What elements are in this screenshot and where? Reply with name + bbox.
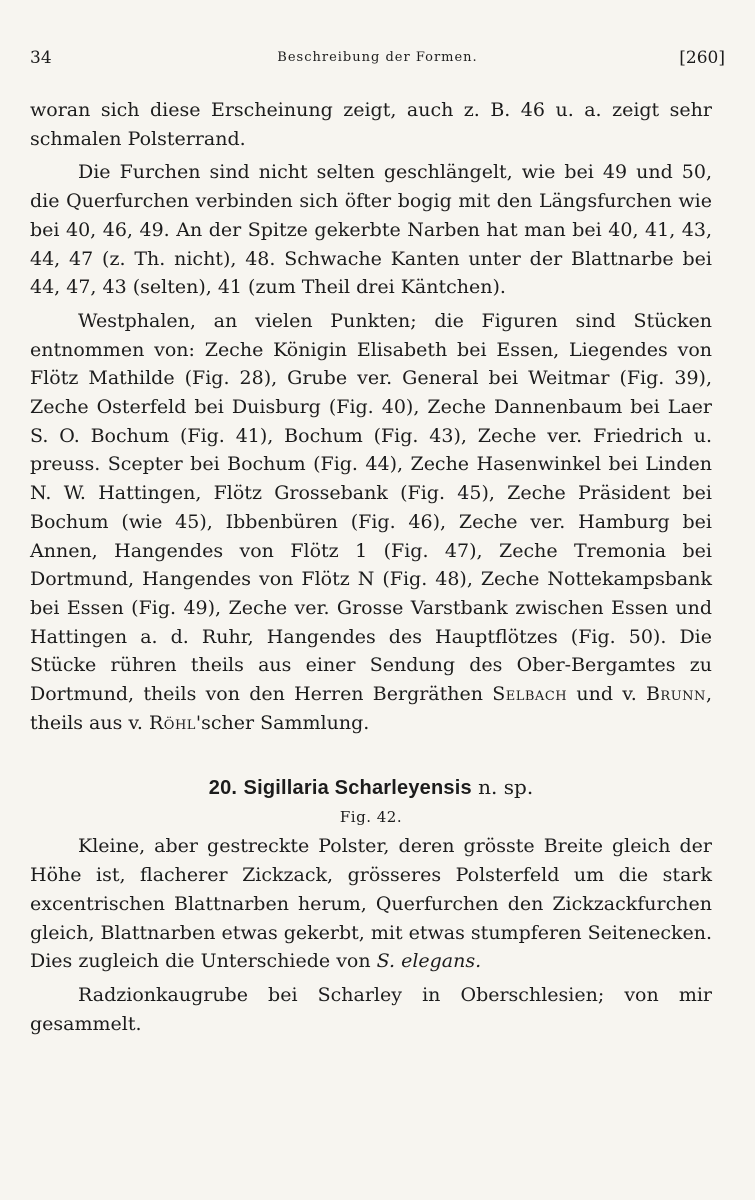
paragraph-3-text-a: Westphalen, an vielen Punkten; die Figuren sind Stücken entnommen von: Zeche Königin Elisabeth bei Essen, Liegendes von Flötz Mathilde (Fig. 28), Grube ver. General bei Weitmar (Fig. 39), Zeche Osterfeld bei Duisburg (Fig. 40), Zeche Dannenbaum bei Laer S. O. Bochum (Fig. 41), Bochum (Fig. 43), Zeche ver. Friedrich u. preuss. Scepter bei Bochum (Fig. 44), Zeche Hasenwinkel bei Linden N. W. Hattingen, Flötz Grossebank (Fig. 45), Zeche Präsident bei Bochum (wie 45), Ibbenbüren (Fig. 46), Zeche ver. Hamburg bei Annen, Hangendes von Flötz 1 (Fig. 47), Zeche Tremonia bei Dortmund, Hangendes von Flötz N (Fig. 48), Zeche Nottekampsbank bei Essen (Fig. 49), Zeche ver. Grosse Varstbank zwischen Essen und Hattingen a. d. Ruhr, Hangendes des Hauptflötzes (Fig. 50). Die Stücke rühren theils aus einer Sendung des Ober-Bergamtes zu Dortmund, theils von den Herren Bergräthen <box>30 309 712 706</box>
section-suffix: n. sp. <box>478 775 534 800</box>
paragraph-3-text-b: und v. <box>576 683 637 706</box>
species-reference: S. elegans. <box>376 950 482 973</box>
body-text <box>30 96 712 1038</box>
paragraph-3-text-d: 'scher Sammlung. <box>195 711 370 734</box>
paragraph-1: woran sich diese Erscheinung zeigt, auch z. B. 46 u. a. zeigt sehr schmalen Polsterrand. <box>30 99 712 150</box>
bracket-page-number: [260] <box>679 48 725 68</box>
paragraph-3-text-c: , theils aus v. <box>30 683 712 734</box>
paragraph-4-text: Kleine, aber gestreckte Polster, deren grösste Breite gleich der Höhe ist, flacherer Zickzack, grösseres Polsterfeld um die stark excentrischen Blattnarben herum, Querfurchen den Zickzackfurchen gleich, Blattnarben etwas gekerbt, mit etwas stumpferen Seitenecken. Dies zugleich die Unterschiede von <box>30 835 712 973</box>
page-header <box>30 48 725 78</box>
paragraph-2: Die Furchen sind nicht selten geschlängelt, wie bei 49 und 50, die Querfurchen verbinden sich öfter bogig mit den Längsfurchen wie bei 40, 46, 49. An der Spitze gekerbte Narben hat man bei 40, 41, 43, 44, 47 (z. Th. nicht), 48. Schwache Kanten unter der Blattnarbe bei 44, 47, 43 (selten), 41 (zum Theil drei Käntchen). <box>30 161 712 299</box>
paragraph-5: Radzionkaugrube bei Scharley in Oberschlesien; von mir gesammelt. <box>30 983 712 1035</box>
running-title: Beschreibung der Formen. <box>277 50 478 65</box>
person-name-brunn: Brunn <box>645 683 706 706</box>
section-heading <box>30 773 712 802</box>
section-number: 20. <box>208 777 238 800</box>
person-name-roehl: Röhl <box>148 711 196 734</box>
paragraph-4 <box>30 832 712 976</box>
page-number: 34 <box>30 48 52 68</box>
person-name-selbach: Selbach <box>492 683 568 706</box>
section-species-name: Sigillaria Scharleyensis <box>243 777 472 800</box>
paragraph-3 <box>30 307 712 738</box>
figure-reference: Fig. 42. <box>339 808 403 827</box>
